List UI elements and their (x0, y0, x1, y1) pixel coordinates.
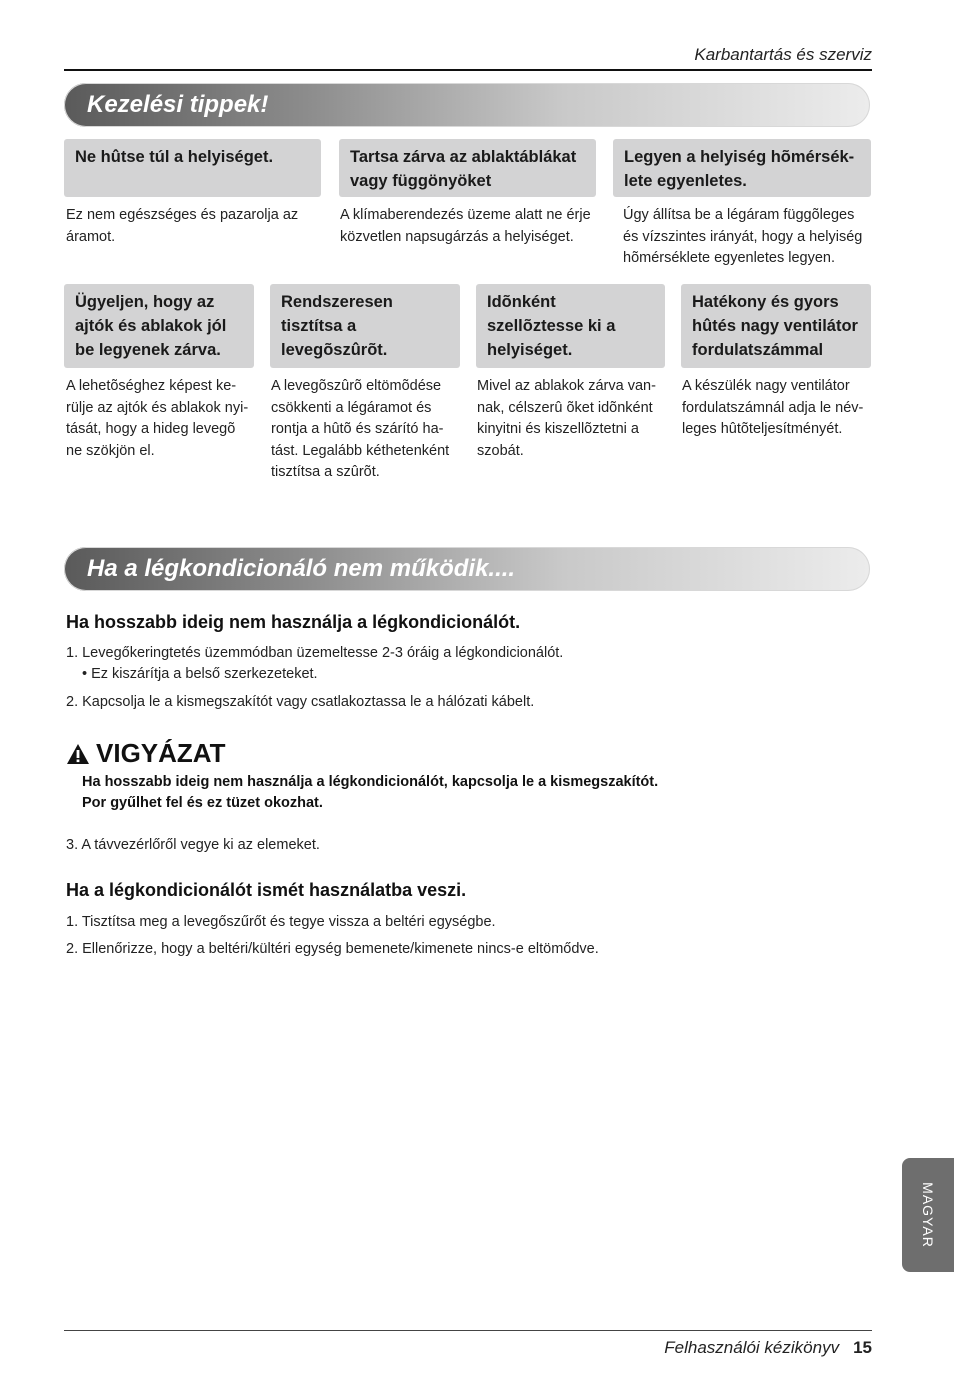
tip-text-2: A klímaberendezés üzeme alatt ne érje közvetlen napsugárzás a helyiséget. (340, 207, 591, 245)
tip-heading-3: Legyen a helyiség hõmérsék-lete egyenletes. (613, 139, 871, 197)
tip-heading-2: Tartsa zárva az ablaktáblákat vagy függönyöket (339, 139, 596, 197)
reuse-heading: Ha a légkondicionálót ismét használatba veszi. (66, 880, 467, 900)
running-header: Karbantartás és szerviz (694, 45, 872, 64)
tip-heading-5: Rendszeresen tisztítsa a levegõszûrõt. (270, 284, 460, 368)
caution-line-1: Ha hosszabb ideig nem használja a légkondicionálót, kapcsolja le a kismegszakítót. (82, 774, 659, 790)
tip-heading-1: Ne hûtse túl a helyiséget. (64, 139, 321, 197)
caution-title: VIGYÁZAT (96, 738, 226, 768)
long-unused-item-3: 3. A távvezérlőről vegye ki az elemeket. (66, 837, 320, 853)
long-unused-item-2: 2. Kapcsolja le a kismegszakítót vagy csatlakoztassa le a hálózati kábelt. (66, 694, 535, 710)
not-working-section-bar (64, 547, 870, 591)
page-number: 15 (853, 1338, 872, 1357)
not-working-section-title: Ha a légkondicionáló nem működik.... (87, 555, 516, 582)
footer-manual-title: Felhasználói kézikönyv (664, 1338, 840, 1357)
tip-heading-4: Ügyeljen, hogy az ajtók és ablakok jól be legyenek zárva. (64, 284, 254, 368)
tip-heading-6: Idõnként szellõztesse ki a helyiséget. (476, 284, 665, 368)
caution-line-2: Por gyűlhet fel és ez tüzet okozhat. (82, 795, 323, 811)
tips-section-title: Kezelési tippek! (87, 91, 269, 118)
long-unused-item-1-bullet: • Ez kiszárítja a belső szerkezeteket. (82, 666, 318, 682)
long-unused-heading: Ha hosszabb ideig nem használja a légkondicionálót. (66, 612, 521, 632)
reuse-item-2: 2. Ellenőrizze, hogy a beltéri/kültéri egység bemenete/kimenete nincs-e eltömődve. (66, 941, 599, 957)
warning-icon (66, 743, 90, 765)
reuse-item-1: 1. Tisztítsa meg a levegőszűrőt és tegye vissza a beltéri egységbe. (66, 914, 496, 930)
language-tab-label: MAGYAR (920, 1182, 936, 1248)
footer-rule (64, 1330, 872, 1331)
language-tab (902, 1158, 954, 1272)
tip-text-1: Ez nem egészséges és pazarolja az áramot. (66, 207, 299, 245)
footer (664, 1338, 872, 1358)
tip-text-6: Mivel az ablakok zárva van-nak, célszerû õket idõnként kinyitni és kiszellõztetni a szobát. (477, 378, 656, 459)
tip-heading-7: Hatékony és gyors hûtés nagy ventilátor fordulatszámmal (681, 284, 871, 368)
caution-heading (66, 738, 226, 769)
tip-text-4: A lehetõséghez képest ke-rülje az ajtók és ablakok nyi-tását, hogy a hideg levegõ ne szökjön el. (66, 378, 249, 459)
tips-section-bar (64, 83, 870, 127)
tip-text-7: A készülék nagy ventilátor fordulatszámnál adja le név-leges hûtõteljesítményét. (682, 378, 864, 437)
tip-text-5: A levegõszûrõ eltömõdése csökkenti a légáramot és rontja a hûtõ és szárító ha-tást. Legalább kéthetenként tisztítsa a szûrõt. (271, 378, 450, 480)
long-unused-item-1: 1. Levegőkeringtetés üzemmódban üzemeltesse 2-3 óráig a légkondicionálót. (66, 645, 564, 661)
tip-text-3: Úgy állítsa be a légáram függõleges és vízszintes irányát, hogy a helyiség hõmérséklete egyenletes legyen. (623, 207, 863, 266)
header-rule (64, 69, 872, 71)
